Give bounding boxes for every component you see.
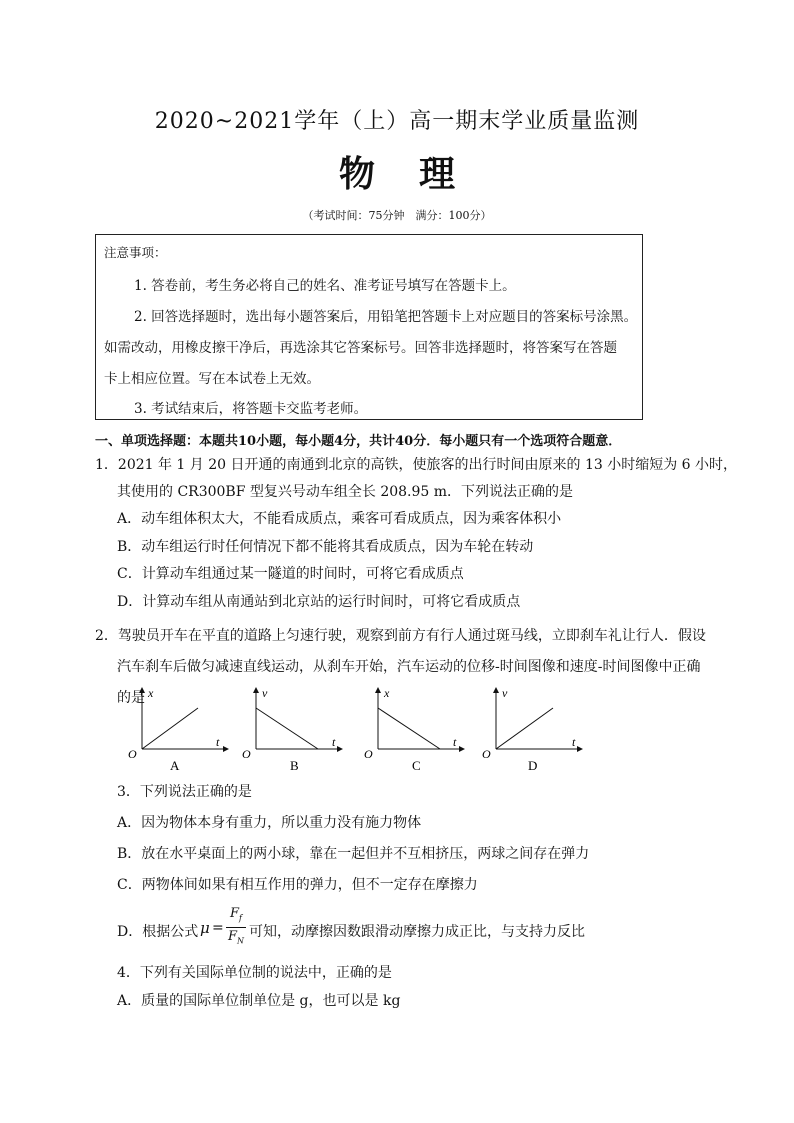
exam-info: （考试时间：75分钟 满分：100分）: [302, 209, 492, 222]
graph-d-y-label: v: [502, 686, 508, 700]
q1-option-b: B．动车组运行时任何情况下都不能将其看成质点，因为车轮在转动: [117, 539, 534, 555]
q4-option-a: A．质量的国际单位制单位是 g，也可以是 kg: [117, 993, 401, 1009]
graph-b-y-label: v: [262, 686, 268, 700]
graph-d: [482, 686, 582, 773]
q1-option-d: D．计算动车组从南通站到北京站的运行时间时，可将它看成质点: [117, 594, 521, 610]
q2-stem-b: 汽车刹车后做匀减速直线运动，从刹车开始，汽车运动的位移-时间图像和速度-时间图像中正确: [117, 659, 701, 675]
graph-d-x-label: t: [572, 735, 576, 749]
notice-item-2b: 如需改动，用橡皮擦干净后，再选涂其它答案标号。回答非选择题时，将答案写在答题: [104, 340, 617, 356]
graph-a-label: A: [170, 758, 180, 773]
q3-option-d-prefix: D．根据公式: [117, 924, 199, 940]
graph-b-origin: O: [242, 747, 251, 761]
q3-option-a: A．因为物体本身有重力，所以重力没有施力物体: [117, 815, 422, 831]
q3-formula-fraction-bar: [226, 927, 246, 928]
graph-c-line: [378, 708, 440, 749]
q3-formula-numerator: $F_f$: [230, 906, 242, 923]
graph-b: [242, 686, 342, 773]
notice-item-3: 3. 考试结束后，将答题卡交监考老师。: [134, 401, 368, 417]
graph-c-y-label: x: [384, 686, 390, 700]
q3-formula-denominator: $F_N$: [227, 929, 245, 946]
q3-option-b: B．放在水平桌面上的两小球，靠在一起但并不互相挤压，两球之间存在弹力: [117, 846, 590, 862]
graph-d-line: [496, 708, 553, 749]
graph-a-y-label: x: [148, 686, 154, 700]
graph-a-origin: O: [128, 747, 137, 761]
q1-stem-a: 1．2021 年 1 月 20 日开通的南通到北京的高铁，使旅客的出行时间由原来的 13 小时缩短为 6 小时，: [95, 457, 738, 473]
notice-heading: 注意事项：: [104, 245, 167, 260]
q1-option-a: A．动车组体积太大，不能看成质点，乘客可看成质点，因为乘客体积小: [117, 511, 562, 527]
q3-option-d-suffix: 可知，动摩擦因数跟滑动摩擦力成正比，与支持力反比: [249, 924, 585, 940]
q4-stem: 4．下列有关国际单位制的说法中，正确的是: [117, 965, 392, 981]
q2-stem-c: 的是: [117, 690, 145, 706]
graph-b-line: [256, 708, 318, 749]
subject-title: 物理: [338, 153, 499, 195]
graph-a-line: [142, 708, 198, 749]
section-heading: 一、单项选择题：本题共10小题，每小题4分，共计40分．每小题只有一个选项符合题意．: [95, 434, 622, 449]
graph-c: [364, 686, 464, 773]
q1-option-c: C．计算动车组通过某一隧道的时间时，可将它看成质点: [117, 566, 464, 582]
graph-c-x-label: t: [453, 735, 457, 749]
notice-item-2c: 卡上相应位置。写在本试卷上无效。: [104, 371, 320, 387]
q3-stem: 3．下列说法正确的是: [117, 784, 252, 800]
q3-option-c: C．两物体间如果有相互作用的弹力，但不一定存在摩擦力: [117, 877, 478, 893]
graph-a: [128, 686, 228, 773]
notice-box: [95, 234, 643, 420]
q3-formula-equals: =: [212, 920, 224, 936]
q2-graphs: [110, 684, 590, 776]
notice-item-1: 1. 答卷前，考生务必将自己的姓名、准考证号填写在答题卡上。: [134, 278, 516, 294]
graph-c-label: C: [412, 758, 421, 773]
notice-item-2a: 2. 回答选择题时，选出每小题答案后，用铅笔把答题卡上对应题目的答案标号涂黑。: [134, 309, 638, 325]
q3-formula-mu: μ: [200, 919, 210, 937]
q1-stem-b: 其使用的 CR300BF 型复兴号动车组全长 208.95 m．下列说法正确的是: [117, 484, 574, 500]
graph-d-label: D: [528, 758, 538, 773]
graph-c-origin: O: [364, 747, 373, 761]
graph-a-x-label: t: [216, 735, 220, 749]
graph-b-label: B: [290, 758, 299, 773]
q2-stem-a: 2．驾驶员开车在平直的道路上匀速行驶，观察到前方有行人通过斑马线，立即刹车礼让行人．假设: [95, 628, 706, 644]
graph-d-origin: O: [482, 747, 491, 761]
exam-title: 2020~2021学年（上）高一期末学业质量监测: [154, 109, 640, 134]
graph-b-x-label: t: [332, 735, 336, 749]
